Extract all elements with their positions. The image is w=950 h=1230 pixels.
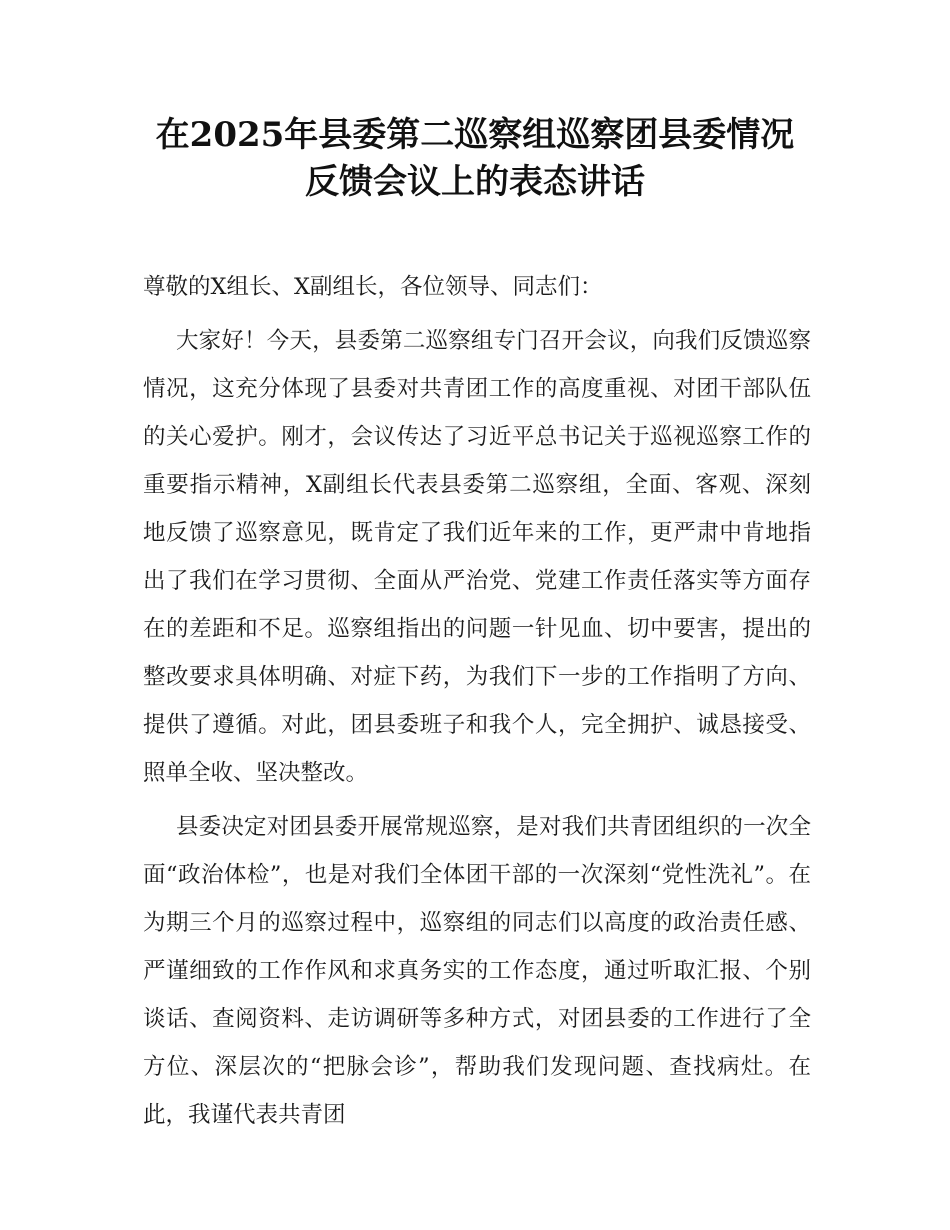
salutation: 尊敬的X组长、X副组长，各位领导、同志们： bbox=[143, 274, 603, 300]
body-paragraph: 大家好！今天，县委第二巡察组专门召开会议，向我们反馈巡察情况，这充分体现了县委对共青团工作的高度重视、对团干部队伍的关心爱护。刚才，会议传达了习近平总书记关于巡视巡察工作的重要指示精神，X副组长代表县委第二巡察组，全面、客观、深刻地反馈了巡察意见，既肯定了我们近年来的工作，更严肃中肯地指出了我们在学习贯彻、全面从严治党、党建工作责任落实等方面存在的差距和不足。巡察组指出的问题一针见血、切中要害，提出的整改要求具体明确、对症下药，为我们下一步的工作指明了方向、提供了遵循。对此，团县委班子和我个人，完全拥护、诚恳接受、照单全收、坚决整改。 bbox=[143, 328, 811, 786]
body-paragraph: 县委决定对团县委开展常规巡察，是对我们共青团组织的一次全面“政治体检”，也是对我们全体团干部的一次深刻“党性洗礼”。在为期三个月的巡察过程中，巡察组的同志们以高度的政治责任感、严谨细致的工作作风和求真务实的工作态度，通过听取汇报、个别谈话、查阅资料、走访调研等多种方式，对团县委的工作进行了全方位、深层次的“把脉会诊”，帮助我们发现问题、查找病灶。在此，我谨代表共青团 bbox=[143, 814, 811, 1128]
document-body bbox=[143, 263, 811, 1139]
document-title: 在2025年县委第二巡察组巡察团县委情况反馈会议上的表态讲话 bbox=[155, 115, 795, 202]
